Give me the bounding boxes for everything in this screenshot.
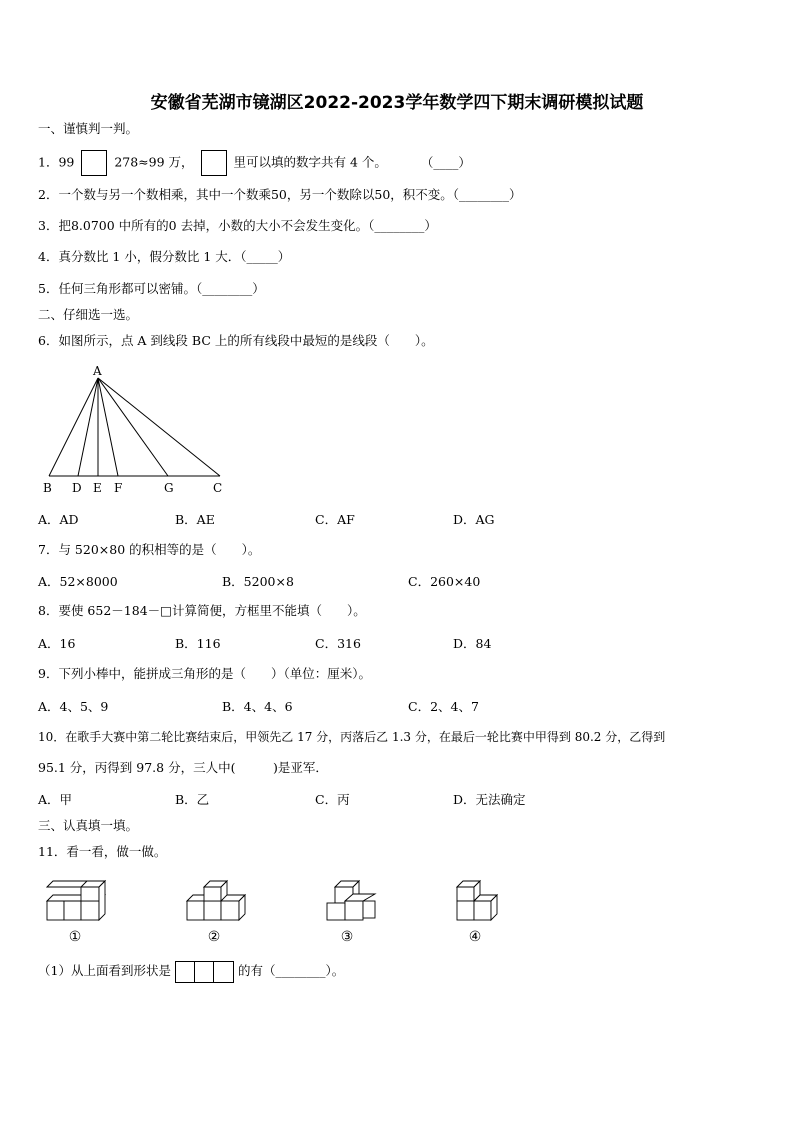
q1-num: 1．99 [38,154,75,170]
q8-option-d[interactable]: D．84 [453,636,492,651]
label-G: G [164,481,174,495]
q6-option-b[interactable]: B．AE [175,512,215,527]
q9-option-c[interactable]: C．2、4、7 [408,699,479,714]
cube-label-3: ③ [340,929,354,945]
triangle-figure [38,362,238,497]
question-10-line-1: 10．在歌手大赛中第二轮比赛结束后，甲领先乙 17 分，丙落后乙 1.3 分，在最后一轮比赛中甲得到 80.2 分，乙得到 [38,730,666,744]
cube-label-4: ④ [468,929,482,945]
cube-label-1: ① [68,929,82,945]
question-9: 9．下列小棒中，能拼成三角形的是（ ）（单位：厘米）。 [38,666,371,681]
cube-label-2: ② [207,929,221,945]
q9-option-b[interactable]: B．4、4、6 [222,699,293,714]
cube-figure-4 [457,881,497,920]
label-B: B [43,481,52,495]
question-2: 2．一个数与另一个数相乘，其中一个数乘50，另一个数除以50，积不变。（________） [38,187,522,202]
q6-option-a[interactable]: A．AD [38,512,79,527]
q1-mid: 278≈99 万， [114,154,194,170]
three-square-shape [175,961,234,983]
section-heading-2: 二、仔细选一选。 [38,307,139,322]
question-1 [38,150,471,176]
label-E: E [93,481,102,495]
question-11-sub-1 [38,960,344,983]
cube-figures [40,875,520,947]
label-A: A [93,364,102,378]
question-7: 7．与 520×80 的积相等的是（ ）。 [38,542,261,557]
q10-option-d[interactable]: D．无法确定 [453,792,526,807]
q1-paren: （____） [420,154,471,170]
q1-end: 里可以填的数字共有 4 个。 [233,154,387,170]
q8-option-a[interactable]: A．16 [38,636,76,651]
segment-AC [98,378,220,476]
q11-sub1-text-a: （1）从上面看到形状是 [38,963,171,978]
q11-sub1-text-b: 的有（________）。 [237,963,345,978]
answer-box[interactable] [81,150,107,176]
page-title: 安徽省芜湖市镜湖区2022-2023学年数学四下期末调研模拟试题 [150,93,644,113]
q7-option-a[interactable]: A．52×8000 [38,574,118,589]
q10-option-c[interactable]: C．丙 [315,792,350,807]
section-heading-1: 一、谨慎判一判。 [38,121,139,136]
question-6: 6．如图所示，点 A 到线段 BC 上的所有线段中最短的是线段（ ）。 [38,333,434,348]
q10-option-b[interactable]: B．乙 [175,792,210,807]
question-10-line-2: 95.1 分，丙得到 97.8 分，三人中( )是亚军． [38,760,328,775]
q8-option-b[interactable]: B．116 [175,636,221,651]
q7-option-b[interactable]: B．5200×8 [222,574,294,589]
question-8: 8．要使 652－184－□计算简便，方框里不能填（ ）。 [38,603,366,618]
q9-option-a[interactable]: A．4、5、9 [38,699,109,714]
question-4: 4．真分数比 1 小，假分数比 1 大．（_____） [38,249,291,264]
question-5: 5．任何三角形都可以密铺。（________） [38,281,265,296]
segment-AD [78,378,98,476]
q6-option-c[interactable]: C．AF [315,512,355,527]
q6-option-d[interactable]: D．AG [453,512,495,527]
question-3: 3．把8.0700 中所有的0 去掉，小数的大小不会发生变化。（________） [38,218,437,233]
cube-figure-3 [327,881,375,920]
label-D: D [72,481,82,495]
cube-figure-2 [187,881,245,920]
q7-option-c[interactable]: C．260×40 [408,574,481,589]
question-11: 11．看一看，做一做。 [38,844,167,859]
q10-option-a[interactable]: A．甲 [38,792,73,807]
label-C: C [213,481,223,495]
label-F: F [114,481,123,495]
cube-figure-1 [47,881,105,920]
answer-box[interactable] [201,150,227,176]
segment-AB [49,378,98,476]
q8-option-c[interactable]: C．316 [315,636,361,651]
section-heading-3: 三、认真填一填。 [38,818,139,833]
